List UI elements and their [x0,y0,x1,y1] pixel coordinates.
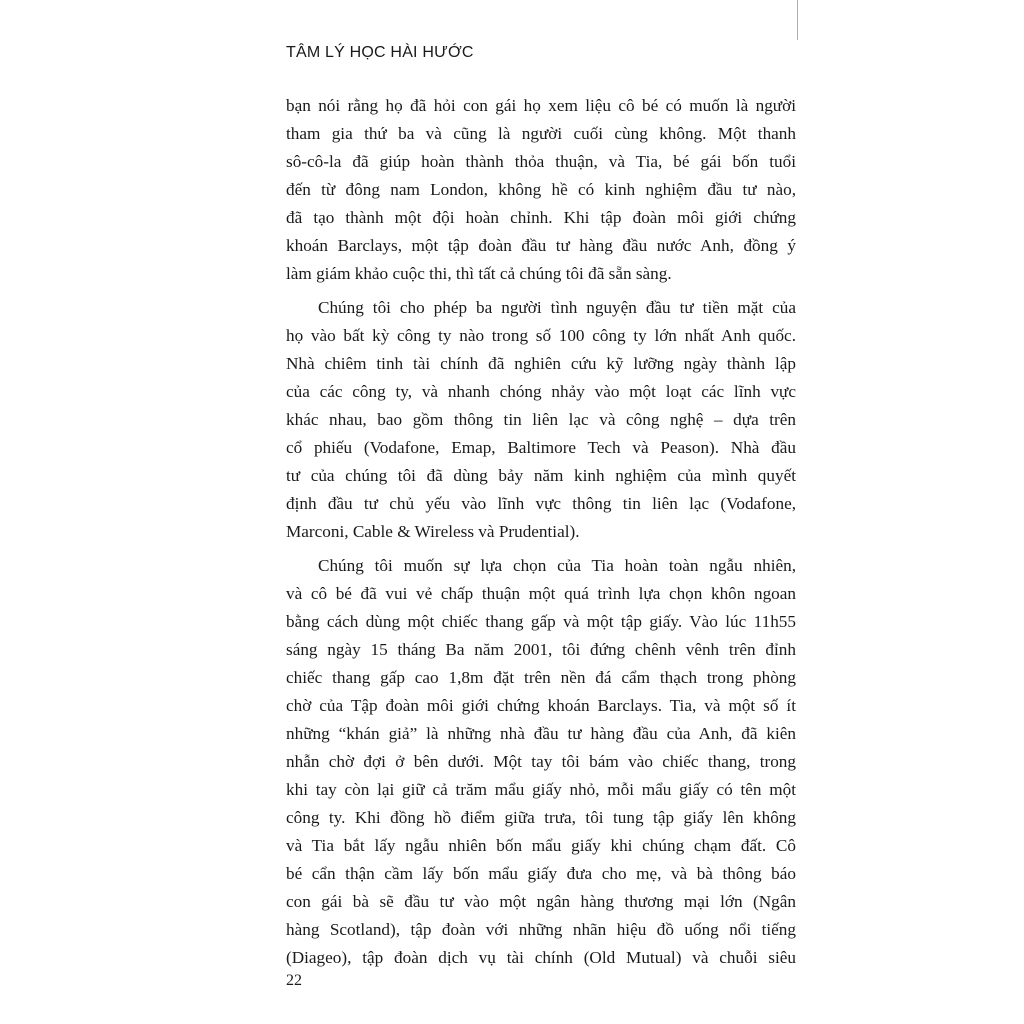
text-line: Chúng tôi muốn sự lựa chọn của Tia hoàn toàn ngẫu nhiên, [318,556,796,575]
text-line: tham gia thứ ba và cũng là người cuối cùng không. Một thanh [286,124,796,143]
text-line: bạn nói rằng họ đã hỏi con gái họ xem liệu cô bé có muốn là người [286,96,796,115]
text-line: khi tay còn lại giữ cả trăm mẩu giấy nhỏ, mỗi mẩu giấy có tên một [286,780,796,799]
paragraph [286,294,796,546]
body-text [286,92,796,972]
running-head: TÂM LÝ HỌC HÀI HƯỚC [286,44,474,61]
text-line: chiếc thang gấp cao 1,8m đặt trên nền đá cẩm thạch trong phòng [286,668,796,687]
text-line: sáng ngày 15 tháng Ba năm 2001, tôi đứng chênh vênh trên đỉnh [286,640,796,659]
text-line: đến từ đông nam London, không hề có kinh nghiệm đầu tư nào, [286,180,796,199]
text-line: công ty. Khi đồng hồ điểm giữa trưa, tôi tung tập giấy lên không [286,808,796,827]
text-line: và Tia bắt lấy ngẫu nhiên bốn mẩu giấy khi chúng chạm đất. Cô [286,836,796,855]
text-line: Marconi, Cable & Wireless và Prudential). [286,522,580,541]
text-line: họ vào bất kỳ công ty nào trong số 100 công ty lớn nhất Anh quốc. [286,326,796,345]
text-line: và cô bé đã vui vẻ chấp thuận một quá trình lựa chọn khôn ngoan [286,584,796,603]
text-line: bé cẩn thận cầm lấy bốn mẩu giấy đưa cho mẹ, và bà thông báo [286,864,796,883]
text-line: Nhà chiêm tinh tài chính đã nghiên cứu kỹ lưỡng ngày thành lập [286,354,796,373]
text-line: làm giám khảo cuộc thi, thì tất cả chúng tôi đã sẵn sàng. [286,264,672,283]
page-number: 22 [286,972,302,989]
text-line: hàng Scotland), tập đoàn với những nhãn hiệu đồ uống nổi tiếng [286,920,796,939]
text-line: khoán Barclays, một tập đoàn đầu tư hàng đầu nước Anh, đồng ý [286,236,796,255]
text-line: của các công ty, và nhanh chóng nhảy vào một loạt các lĩnh vực [286,382,796,401]
text-line: nhẫn chờ đợi ở bên dưới. Một tay tôi bám vào chiếc thang, trong [286,752,796,771]
text-line: tư của chúng tôi đã dùng bảy năm kinh nghiệm của mình quyết [286,466,796,485]
text-line: bằng cách dùng một chiếc thang gấp và một tập giấy. Vào lúc 11h55 [286,612,796,631]
text-line: Chúng tôi cho phép ba người tình nguyện đầu tư tiền mặt của [318,298,796,317]
text-line: sô-cô-la đã giúp hoàn thành thỏa thuận, và Tia, bé gái bốn tuổi [286,152,796,171]
paragraph [286,552,796,972]
text-line: khác nhau, bao gồm thông tin liên lạc và công nghệ – dựa trên [286,410,796,429]
text-line: những “khán giả” là những nhà đầu tư hàng đầu của Anh, đã kiên [286,724,796,743]
text-line: định đầu tư chủ yếu vào lĩnh vực thông tin liên lạc (Vodafone, [286,494,796,513]
paragraph [286,92,796,288]
text-line: (Diageo), tập đoàn dịch vụ tài chính (Old Mutual) và chuỗi siêu [286,948,796,967]
text-line: con gái bà sẽ đầu tư vào một ngân hàng thương mại lớn (Ngân [286,892,796,911]
text-line: đã tạo thành một đội hoàn chỉnh. Khi tập đoàn môi giới chứng [286,208,796,227]
page-edge-line [797,0,798,40]
text-line: chờ của Tập đoàn môi giới chứng khoán Barclays. Tia, và một số ít [286,696,796,715]
text-line: cổ phiếu (Vodafone, Emap, Baltimore Tech và Peason). Nhà đầu [286,438,796,457]
